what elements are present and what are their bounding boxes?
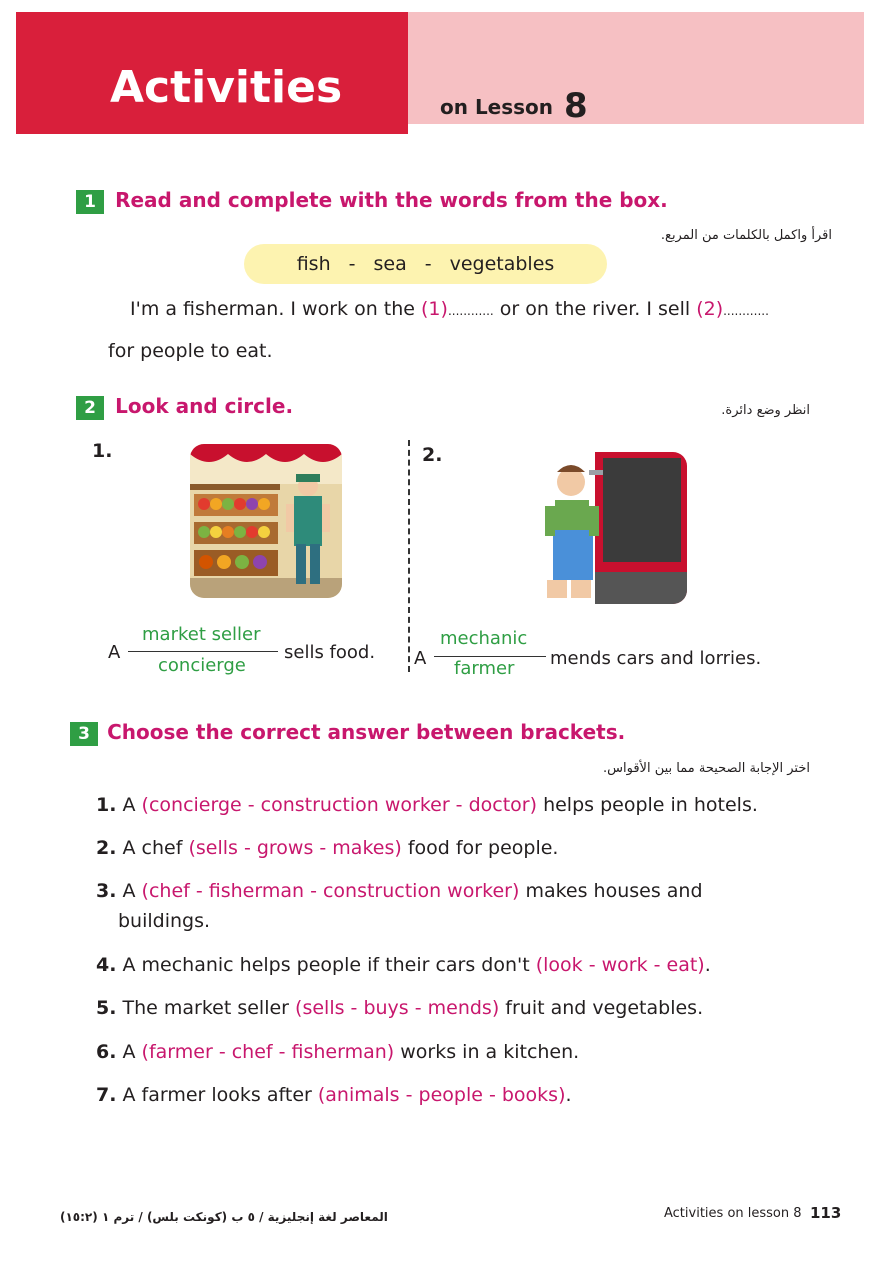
- item-choices[interactable]: (animals - people - books): [317, 1084, 566, 1106]
- item-before: A: [122, 794, 136, 816]
- choice-mechanic[interactable]: mechanic: [440, 628, 528, 649]
- item-number: 2.: [422, 444, 443, 466]
- sentence-part: I'm a fisherman. I work on the: [130, 298, 415, 320]
- item-before: A: [122, 880, 136, 902]
- item-number: 5.: [96, 997, 117, 1019]
- section1-badge: 1: [76, 190, 104, 214]
- blank-1-dots[interactable]: ............: [447, 304, 494, 318]
- section2-heading: [76, 394, 293, 420]
- section1-title: Read and complete with the words from the box.: [115, 188, 668, 212]
- section3-arabic: اختر الإجابة الصحيحة مما بين الأقواس.: [603, 761, 810, 776]
- choice-divider: [434, 656, 546, 657]
- section1-heading: [76, 188, 668, 214]
- word-sea: sea: [373, 253, 407, 275]
- list-item: [96, 794, 758, 816]
- section3-heading: [70, 720, 625, 746]
- list-item: [96, 1084, 572, 1106]
- footer-lesson: Activities on lesson 8: [664, 1206, 802, 1221]
- list-item: [96, 1041, 579, 1063]
- item-number: 3.: [96, 880, 117, 902]
- section2-arabic: انظر وضع دائرة.: [721, 403, 810, 418]
- page-number: 113: [810, 1204, 842, 1222]
- section3-title: Choose the correct answer between brackets.: [107, 720, 626, 744]
- item-choices[interactable]: (concierge - construction worker - doctor): [141, 794, 538, 816]
- item-choices[interactable]: (look - work - eat): [535, 954, 705, 976]
- section1-sentence-end: for people to eat.: [108, 340, 273, 362]
- list-item: [96, 997, 703, 1019]
- item1-rest: sells food.: [284, 642, 376, 663]
- section2-title: Look and circle.: [115, 394, 294, 418]
- word-box: [244, 244, 607, 284]
- choice-concierge[interactable]: concierge: [158, 655, 246, 676]
- item-after: food for people.: [407, 837, 559, 859]
- choice-divider: [128, 651, 278, 652]
- item-before: A chef: [122, 837, 183, 859]
- sentence-part: or on the river. I sell: [499, 298, 691, 320]
- list-item: [96, 954, 711, 976]
- item-before: The market seller: [122, 997, 289, 1019]
- item-continuation: buildings.: [118, 910, 211, 932]
- item-after: .: [565, 1084, 572, 1106]
- footer-publisher: المعاصر لغة إنجليزية / ٥ ب (كونكت بلس) / ترم ١ (١٥:٢): [60, 1210, 388, 1224]
- lesson-number: 8: [564, 86, 588, 126]
- blank-2-label: (2): [696, 298, 724, 320]
- word-separator: -: [348, 253, 356, 275]
- item-after: .: [704, 954, 711, 976]
- item-after: makes houses and: [525, 880, 703, 902]
- item-after: fruit and vegetables.: [505, 997, 704, 1019]
- item-number: 2.: [96, 837, 117, 859]
- section2-badge: 2: [76, 396, 104, 420]
- item-number: 6.: [96, 1041, 117, 1063]
- item-number: 7.: [96, 1084, 117, 1106]
- item-choices[interactable]: (sells - grows - makes): [188, 837, 402, 859]
- blank-2-dots[interactable]: ............: [723, 304, 769, 318]
- section1-arabic: اقرأ واكمل بالكلمات من المربع.: [660, 228, 832, 243]
- lesson-label-text: on Lesson: [440, 95, 554, 119]
- item2-rest: mends cars and lorries.: [550, 648, 762, 669]
- choice-farmer[interactable]: farmer: [454, 658, 515, 679]
- word-separator: -: [424, 253, 432, 275]
- item-number: 4.: [96, 954, 117, 976]
- item-choices[interactable]: (farmer - chef - fisherman): [141, 1041, 395, 1063]
- list-item: [96, 880, 703, 902]
- item2-article: A: [414, 648, 427, 669]
- blank-1-label: (1): [421, 298, 448, 320]
- market-stall-illustration: [190, 444, 342, 598]
- word-fish: fish: [296, 253, 331, 275]
- item-choices[interactable]: (chef - fisherman - construction worker): [141, 880, 520, 902]
- list-item: [96, 837, 558, 859]
- word-vegetables: vegetables: [449, 253, 555, 275]
- section1-sentence: [130, 298, 769, 320]
- item-before: A: [122, 1041, 136, 1063]
- item-number: 1.: [92, 440, 113, 462]
- section3-badge: 3: [70, 722, 98, 746]
- item-after: works in a kitchen.: [400, 1041, 580, 1063]
- item1-article: A: [108, 642, 121, 663]
- item-before: A farmer looks after: [122, 1084, 312, 1106]
- mechanic-illustration: [535, 452, 687, 604]
- column-divider: [408, 440, 410, 672]
- page-title: Activities: [110, 62, 343, 113]
- item-before: A mechanic helps people if their cars don't: [122, 954, 530, 976]
- choice-market-seller[interactable]: market seller: [142, 624, 261, 645]
- item-after: helps people in hotels.: [543, 794, 758, 816]
- item-choices[interactable]: (sells - buys - mends): [295, 997, 500, 1019]
- lesson-label: [440, 86, 588, 126]
- item-number: 1.: [96, 794, 117, 816]
